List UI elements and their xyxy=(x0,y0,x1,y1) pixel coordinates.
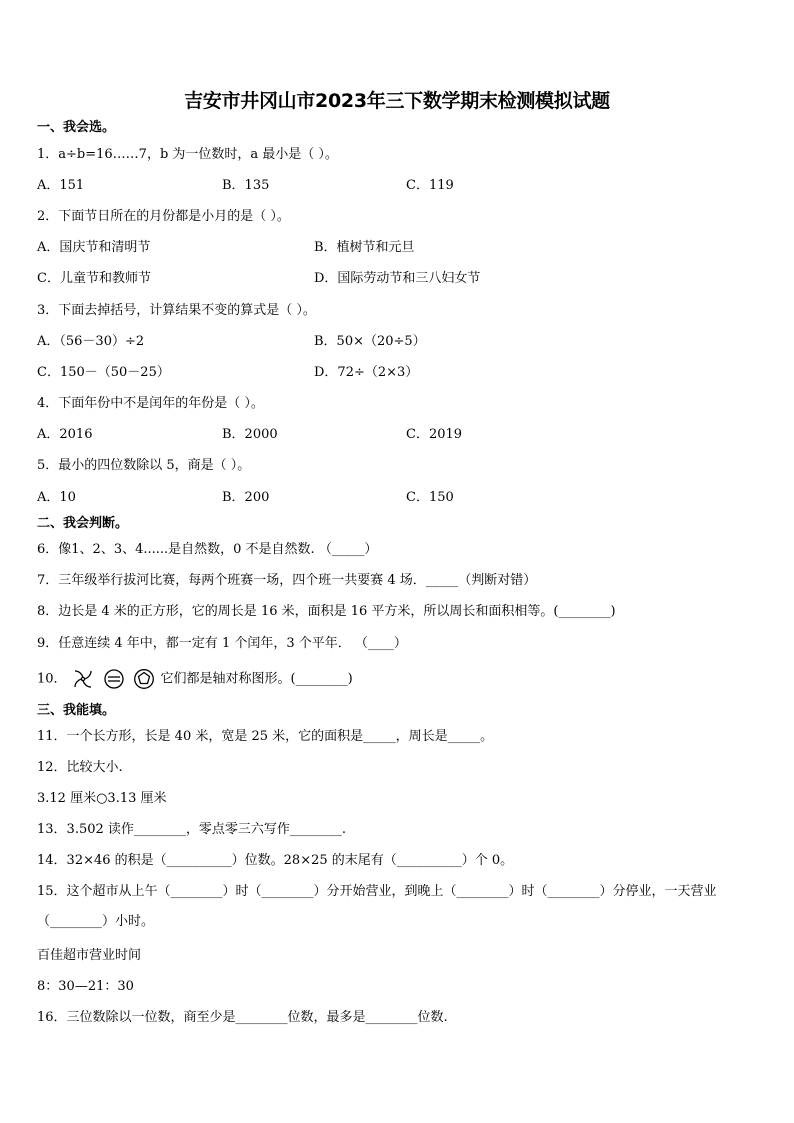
q7: 7．三年级举行拔河比赛，每两个班赛一场，四个班一共要赛 4 场．_____（判断对错） xyxy=(37,573,537,588)
q1-option-b: B．135 xyxy=(222,178,270,193)
q2-option-d: D．国际劳动节和三八妇女节 xyxy=(314,271,481,286)
q1-option-a: A．151 xyxy=(37,178,85,193)
q4-option-b: B．2000 xyxy=(222,427,278,442)
q5-stem: 5．最小的四位数除以 5，商是（ ）。 xyxy=(37,458,251,473)
q2-stem: 2．下面节日所在的月份都是小月的是（ ）。 xyxy=(37,209,290,224)
q2-option-b: B．植树节和元旦 xyxy=(314,240,415,255)
q14: 14．32×46 的积是（__________）位数。28×25 的末尾有（__________）个 0。 xyxy=(37,853,514,868)
q8: 8．边长是 4 米的正方形，它的周长是 16 米，面积是 16 平方米，所以周长和面积相等。(________) xyxy=(37,604,616,619)
q15-sign-title: 百佳超市营业时间 xyxy=(37,948,142,963)
q15-sign-hours: 8：30—21：30 xyxy=(37,979,134,994)
q3-option-c: C．150－（50－25） xyxy=(37,365,170,380)
q15: 15．这个超市从上午（________）时（________）分开始营业，到晚上（________）时（________）分停业，一天营业（________）小时。 xyxy=(37,884,717,929)
q2-option-c: C．儿童节和教师节 xyxy=(37,271,151,286)
q2-option-a: A．国庆节和清明节 xyxy=(37,240,151,255)
q10-number: 10． xyxy=(37,671,67,687)
circle-with-lines-icon xyxy=(103,668,125,690)
q3-stem: 3．下面去掉括号，计算结果不变的算式是（ ）。 xyxy=(37,303,316,318)
q10 xyxy=(37,668,758,691)
section-2-heading: 二、我会判断。 xyxy=(37,516,129,531)
q12: 12．比较大小. xyxy=(37,760,123,775)
section-3-heading: 三、我能填。 xyxy=(37,703,116,718)
q6: 6．像1、2、3、4......是自然数，0 不是自然数. （_____） xyxy=(37,542,378,557)
q10-figures xyxy=(71,668,155,690)
q5-option-c: C．150 xyxy=(406,490,454,505)
q5-option-a: A．10 xyxy=(37,490,76,505)
q4-stem: 4．下面年份中不是闰年的年份是（ ）。 xyxy=(37,396,264,411)
q3-option-a: A．（56－30）÷2 xyxy=(37,334,145,349)
q3-option-d: D．72÷（2×3） xyxy=(314,365,419,380)
q10-text: 它们都是轴对称图形。(________) xyxy=(160,671,353,687)
scalloped-circle-icon xyxy=(133,668,155,690)
q12-compare: 3.12 厘米○3.13 厘米 xyxy=(37,791,167,806)
page-title: 吉安市井冈山市2023年三下数学期末检测模拟试题 xyxy=(184,90,610,112)
q4-option-c: C．2019 xyxy=(406,427,463,442)
q3-option-b: B．50×（20÷5） xyxy=(314,334,426,349)
pinwheel-icon xyxy=(71,668,95,690)
q1-option-c: C．119 xyxy=(406,178,454,193)
q9: 9．任意连续 4 年中，都一定有 1 个闰年，3 个平年． （____） xyxy=(37,636,407,651)
q4-option-a: A．2016 xyxy=(37,427,93,442)
q13: 13．3.502 读作________，零点零三六写作________. xyxy=(37,822,347,837)
q1-stem: 1．a÷b=16……7，b 为一位数时，a 最小是（ ）。 xyxy=(37,147,338,162)
q5-option-b: B．200 xyxy=(222,490,270,505)
section-1-heading: 一、我会选。 xyxy=(37,120,116,135)
q11: 11．一个长方形，长是 40 米，宽是 25 米，它的面积是_____，周长是_____。 xyxy=(37,729,494,744)
q16: 16．三位数除以一位数，商至少是________位数，最多是________位数. xyxy=(37,1010,448,1025)
